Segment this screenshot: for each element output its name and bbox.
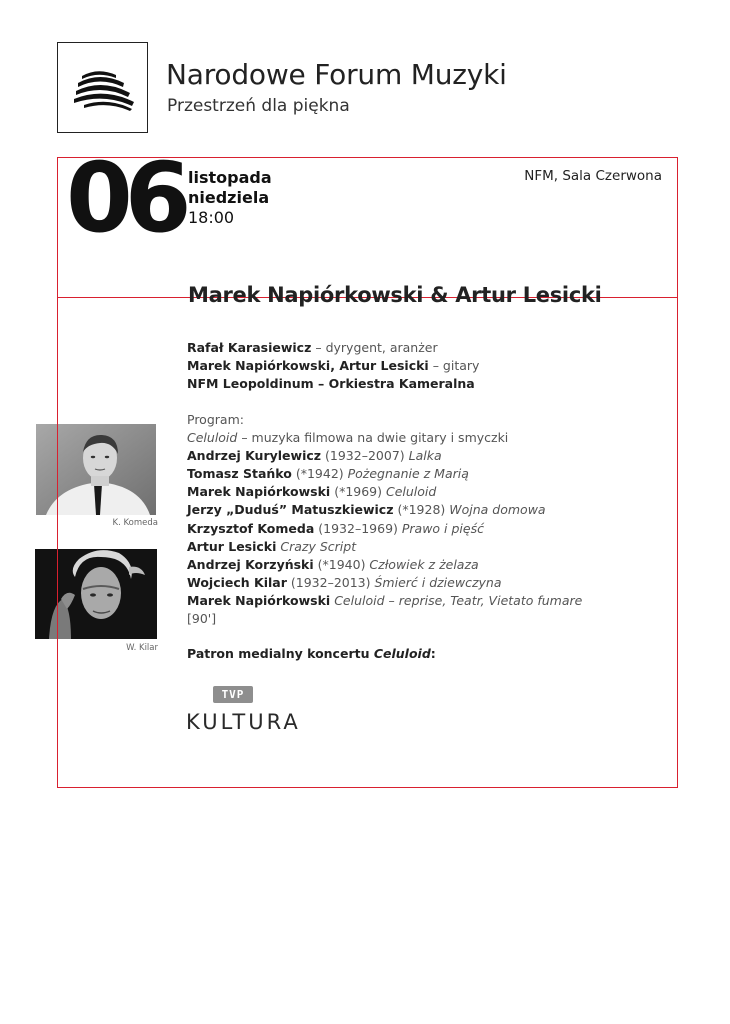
event-day: 06 [66, 142, 184, 254]
performers-list [187, 339, 479, 393]
frame-left-edge [57, 297, 58, 788]
program-item [187, 465, 582, 483]
patron-concert-title: Celuloid [373, 646, 431, 661]
nfm-wave-logo-icon [58, 43, 149, 134]
work-title: Celuloid – reprise, Teatr, Vietato fumare [334, 592, 583, 608]
tvp-badge-text: TVP [221, 688, 245, 701]
composer: Marek Napiórkowski [187, 484, 331, 500]
performer-row [187, 375, 479, 393]
patron-prefix: Patron medialny koncertu [187, 646, 374, 661]
program-item [187, 501, 582, 519]
kultura-wordmark: KULTURA [186, 710, 301, 734]
composer-dates: (*1969) [330, 484, 386, 500]
composer-dates: (*1940) [313, 556, 370, 572]
composer-dates: (*1942) [291, 466, 348, 482]
photo-kilar [35, 549, 157, 639]
composer-dates: (1932–1969) [314, 520, 402, 536]
work-title: Celuloid [385, 484, 437, 500]
performer-name: NFM Leopoldinum – Orkiestra Kameralna [187, 376, 475, 391]
composer: Tomasz Stańko [187, 466, 292, 482]
program-item [187, 538, 582, 556]
portrait-photo-icon [36, 424, 156, 515]
patron-line [187, 646, 436, 661]
work-title: Crazy Script [280, 538, 357, 554]
date-block [188, 168, 272, 228]
program-intro [187, 429, 582, 447]
performer-name: Marek Napiórkowski, Artur Lesicki [187, 358, 429, 373]
org-name: Narodowe Forum Muzyki [166, 58, 507, 91]
org-tagline: Przestrzeń dla piękna [167, 96, 350, 116]
work-title: Lalka [408, 448, 442, 464]
event-weekday: niedziela [188, 188, 270, 207]
performer-row [187, 357, 479, 375]
logo-box [57, 42, 148, 133]
composer: Krzysztof Komeda [187, 520, 315, 536]
event-month: listopada [188, 168, 272, 187]
performer-role: – gitary [428, 358, 480, 373]
performer-row [187, 339, 479, 357]
photo-caption: W. Kilar [126, 643, 158, 653]
event-title: Marek Napiórkowski & Artur Lesicki [188, 283, 602, 307]
event-time: 18:00 [188, 208, 235, 227]
tvp-badge [213, 686, 253, 703]
program-item [187, 592, 582, 610]
photo-caption: K. Komeda [112, 518, 158, 528]
portrait-photo-icon [35, 549, 157, 639]
work-title: Pożegnanie z Marią [347, 466, 469, 482]
work-title: Śmierć i dziewczyna [374, 574, 502, 590]
work-title: Wojna domowa [449, 502, 546, 518]
composer: Andrzej Korzyński [187, 556, 314, 572]
program-item [187, 447, 582, 465]
work-title: Człowiek z żelaza [369, 556, 479, 572]
composer-dates: (*1928) [393, 502, 450, 518]
program-item [187, 556, 582, 574]
performer-name: Rafał Karasiewicz [187, 340, 312, 355]
program-item [187, 520, 582, 538]
program-heading: Program: [187, 412, 244, 427]
program-intro-rest: – muzyka filmowa na dwie gitary i smyczki [237, 430, 509, 446]
work-title: Prawo i pięść [401, 520, 484, 536]
program-item [187, 483, 582, 501]
composer: Jerzy „Duduś” Matuszkiewicz [187, 502, 394, 518]
patron-suffix: : [430, 646, 436, 661]
composer-dates: (1932–2007) [321, 448, 409, 464]
program-intro-title: Celuloid [187, 430, 238, 446]
photo-komeda [36, 424, 156, 515]
performer-role: – dyrygent, aranżer [311, 340, 438, 355]
program-item [187, 574, 582, 592]
composer: Artur Lesicki [187, 538, 277, 554]
composer: Wojciech Kilar [187, 574, 287, 590]
composer: Andrzej Kurylewicz [187, 448, 322, 464]
composer-dates: (1932–2013) [286, 574, 375, 590]
event-venue: NFM, Sala Czerwona [524, 168, 662, 184]
program-duration: [90'] [187, 611, 217, 627]
composer: Marek Napiórkowski [187, 592, 331, 608]
program-list [187, 411, 582, 628]
